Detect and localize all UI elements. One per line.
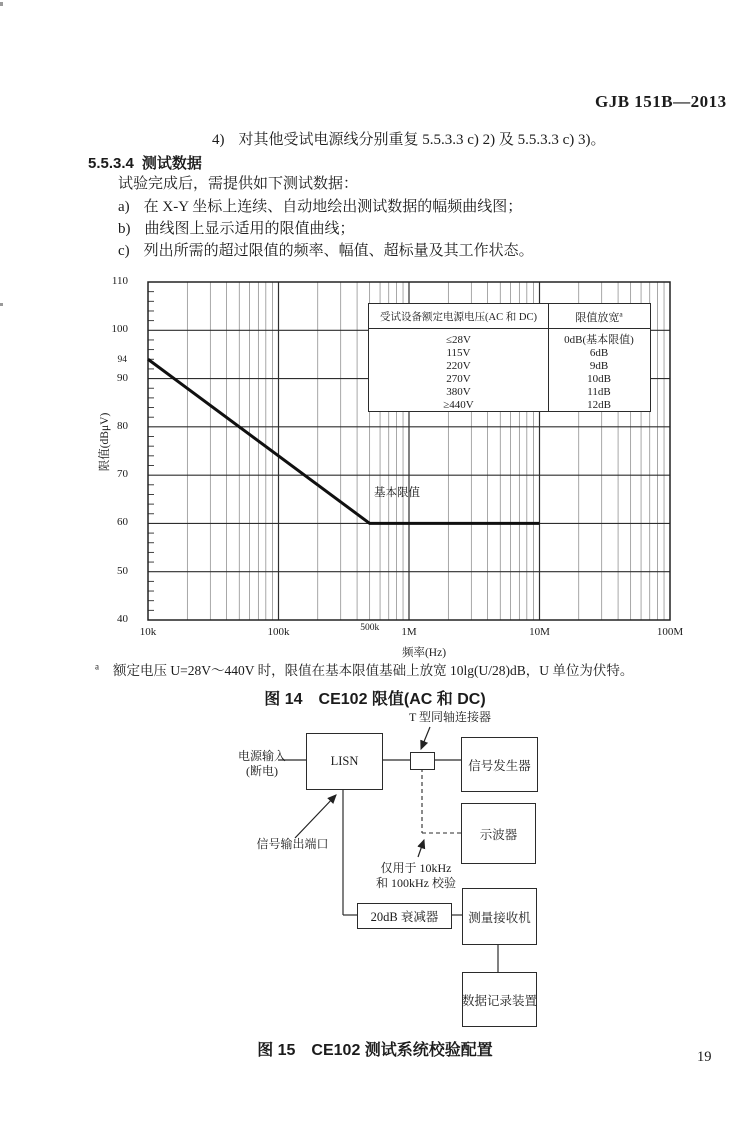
cell-relaxation: 9dB: [589, 360, 609, 372]
list-marker: c): [118, 243, 130, 259]
cell-voltage: 220V: [446, 360, 471, 372]
y-tick-label: 70: [117, 468, 128, 481]
figure15-caption: 图 15 CE102 测试系统校验配置: [257, 1042, 493, 1059]
page-number: 19: [697, 1049, 712, 1065]
section-title: 测试数据: [141, 155, 202, 172]
figure14-caption: 图 14 CE102 限值(AC 和 DC): [264, 691, 486, 708]
x-tick-label: 500k: [360, 623, 380, 633]
cell-voltage: 115V: [446, 347, 471, 359]
intro-text: 试验完成后，需提供如下测试数据：: [118, 176, 359, 192]
footnote-text: 额定电压 U=28V～440V 时，限值在基本限值基础上放宽 10lg(U/28)dB，U 单位为伏特。: [113, 663, 634, 678]
y-tick-label: 60: [117, 516, 128, 529]
footnote-ref: a: [619, 309, 623, 319]
x-axis-title: 频率(Hz): [401, 647, 447, 659]
calibration-note-label: 仅用于 10kHz 和 100kHz 校验: [376, 861, 456, 890]
lisn-box: LISN: [306, 733, 383, 790]
ce102-calibration-diagram: [190, 705, 560, 1045]
list-marker: 4): [212, 132, 225, 148]
list-item-4: [212, 131, 606, 149]
basic-limit-annotation: 基本限值: [374, 487, 420, 499]
list-item-c: [118, 242, 534, 260]
y-tick-label: 50: [117, 564, 128, 577]
cal-note-pointer-arrow: [418, 840, 424, 857]
ce102-limit-chart: [90, 270, 735, 670]
cell-relaxation: 12dB: [587, 399, 611, 411]
x-tick-label: 1M: [401, 626, 417, 638]
scan-artifact: [0, 2, 3, 6]
y-tick-label: 40: [117, 613, 128, 625]
section-number: 5.5.3.4: [88, 155, 134, 172]
list-text: 曲线图上显示适用的限值曲线；: [144, 221, 355, 237]
receiver-box: 测量接收机: [462, 888, 537, 945]
cell-relaxation: 0dB(基本限值): [564, 334, 634, 346]
signal-output-port-label: 信号输出端口: [256, 837, 329, 851]
list-text: 在 X-Y 坐标上连续、自动地绘出测试数据的幅频曲线图；: [143, 199, 523, 215]
y-tick-label: 80: [117, 419, 128, 432]
attenuator-box: 20dB 衰减器: [357, 903, 452, 929]
scan-artifact: [0, 303, 3, 306]
cell-relaxation: 10dB: [587, 373, 611, 385]
cell-relaxation: 6dB: [589, 347, 609, 359]
recorder-box: 数据记录装置: [462, 972, 537, 1027]
footnote-marker: a: [95, 661, 99, 672]
y-tick-label: 110: [111, 275, 128, 287]
power-input-label: 电源输入 (断电): [237, 749, 286, 778]
table-row: [369, 360, 650, 373]
list-marker: b): [118, 221, 131, 237]
x-tick-label: 10M: [529, 626, 550, 638]
list-item-b: [118, 220, 355, 238]
t-connector-label: T 型同轴连接器: [408, 710, 492, 724]
cell-voltage: 380V: [446, 386, 471, 398]
standard-number-header: GJB 151B—2013: [595, 92, 727, 111]
list-item-a: [118, 198, 522, 216]
list-marker: a): [118, 199, 130, 215]
list-text: 列出所需的超过限值的频率、幅值、超标量及其工作状态。: [143, 243, 534, 259]
t-connector-box: [410, 752, 435, 770]
cell-voltage: ≥440V: [443, 399, 474, 411]
x-tick-label: 100k: [267, 626, 290, 638]
tconnector-pointer-arrow: [421, 727, 430, 749]
cell-voltage: 270V: [446, 373, 471, 385]
table-row: [369, 399, 650, 412]
table-row: [369, 347, 650, 360]
footnote-a: [95, 659, 633, 679]
table-header-voltage: 受试设备额定电源电压(AC 和 DC): [380, 312, 537, 323]
y-tick-label: 90: [117, 371, 128, 384]
cell-voltage: ≤28V: [446, 334, 471, 346]
table-row: [369, 334, 650, 347]
signal-generator-box: 信号发生器: [461, 737, 538, 792]
y-tick-label: 94: [117, 355, 127, 366]
y-tick-label: 100: [111, 323, 128, 336]
table-row: [369, 386, 650, 399]
signal-output-pointer-arrow: [295, 795, 336, 838]
list-text: 对其他受试电源线分别重复 5.5.3.3 c) 2) 及 5.5.3.3 c) 3)。: [238, 132, 606, 148]
y-axis-title: 限值(dBμV): [99, 412, 111, 472]
cell-relaxation: 11dB: [587, 386, 611, 398]
table-row: [369, 373, 650, 386]
section-heading: [88, 152, 202, 173]
x-tick-label: 10k: [139, 626, 157, 638]
table-header-row: [369, 304, 650, 329]
table-header-relaxation: 限值放宽$^a$: [575, 309, 623, 324]
x-tick-label: 100M: [656, 626, 684, 638]
limit-relaxation-table: [368, 303, 651, 412]
oscilloscope-box: 示波器: [461, 803, 536, 864]
